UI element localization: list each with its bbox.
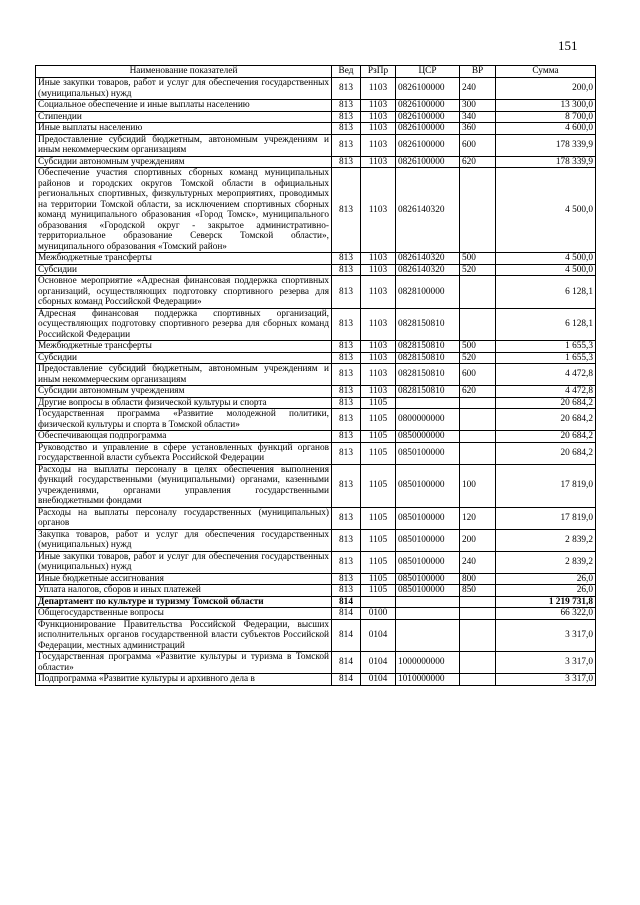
cell-name: Государственная программа «Развитие молодежной политики, физической культуры и спорта в Томской области»	[36, 409, 332, 431]
cell-rzpr: 1105	[361, 464, 396, 507]
table-row	[36, 619, 596, 652]
cell-ved: 813	[332, 276, 361, 309]
cell-csr: 0826100000	[396, 134, 460, 156]
cell-ved: 813	[332, 397, 361, 409]
cell-csr	[396, 397, 460, 409]
table-row	[36, 100, 596, 112]
cell-rzpr: 1103	[361, 78, 396, 100]
cell-name: Обеспечивающая подпрограмма	[36, 431, 332, 443]
cell-ved: 813	[332, 529, 361, 551]
cell-ved: 814	[332, 619, 361, 652]
cell-vr: 520	[460, 352, 496, 364]
cell-ved: 813	[332, 573, 361, 585]
cell-sum: 3 317,0	[496, 652, 596, 674]
cell-rzpr: 1103	[361, 352, 396, 364]
cell-sum: 200,0	[496, 78, 596, 100]
table-row	[36, 507, 596, 529]
table-row	[36, 134, 596, 156]
cell-rzpr: 1103	[361, 168, 396, 253]
header-rzpr: РзПр	[361, 66, 396, 78]
cell-ved: 813	[332, 134, 361, 156]
cell-csr: 0828100000	[396, 276, 460, 309]
cell-ved: 813	[332, 352, 361, 364]
cell-sum: 4 472,8	[496, 364, 596, 386]
cell-ved: 814	[332, 652, 361, 674]
cell-ved: 813	[332, 442, 361, 464]
cell-sum: 20 684,2	[496, 431, 596, 443]
cell-name: Адресная финансовая поддержка спортивных организаций, осуществляющих подготовку спортивного резерва для сборных команд Российской Федерации	[36, 308, 332, 341]
table-row	[36, 529, 596, 551]
cell-ved: 813	[332, 464, 361, 507]
cell-csr: 0828150810	[396, 341, 460, 353]
cell-sum: 13 300,0	[496, 100, 596, 112]
cell-rzpr: 1105	[361, 397, 396, 409]
table-row	[36, 397, 596, 409]
cell-name: Руководство и управление в сфере установленных функций органов государственной власти субъекта Российской Федерации	[36, 442, 332, 464]
cell-ved: 813	[332, 253, 361, 265]
cell-csr: 1010000000	[396, 674, 460, 686]
table-row	[36, 276, 596, 309]
cell-sum: 178 339,9	[496, 156, 596, 168]
cell-sum: 6 128,1	[496, 276, 596, 309]
cell-name: Стипендии	[36, 111, 332, 123]
cell-name: Государственная программа «Развитие культуры и туризма в Томской области»	[36, 652, 332, 674]
cell-vr: 600	[460, 364, 496, 386]
table-row	[36, 409, 596, 431]
cell-name: Межбюджетные трансферты	[36, 341, 332, 353]
cell-sum: 8 700,0	[496, 111, 596, 123]
cell-sum: 26,0	[496, 585, 596, 597]
cell-rzpr: 1103	[361, 134, 396, 156]
cell-vr: 300	[460, 100, 496, 112]
cell-name: Социальное обеспечение и иные выплаты населению	[36, 100, 332, 112]
header-sum: Сумма	[496, 66, 596, 78]
table-row	[36, 573, 596, 585]
cell-sum: 178 339,9	[496, 134, 596, 156]
table-row	[36, 364, 596, 386]
table-row	[36, 264, 596, 276]
cell-vr	[460, 409, 496, 431]
cell-rzpr: 1105	[361, 573, 396, 585]
cell-rzpr: 1105	[361, 529, 396, 551]
cell-csr	[396, 619, 460, 652]
cell-vr: 850	[460, 585, 496, 597]
cell-vr: 340	[460, 111, 496, 123]
cell-ved: 813	[332, 156, 361, 168]
cell-rzpr: 1103	[361, 253, 396, 265]
cell-name: Субсидии автономным учреждениям	[36, 386, 332, 398]
cell-csr: 0850100000	[396, 529, 460, 551]
cell-vr: 120	[460, 507, 496, 529]
header-vr: ВР	[460, 66, 496, 78]
cell-name: Функционирование Правительства Российской Федерации, высших исполнительных органов государственной власти субъектов Российской Федерации, местных администраций	[36, 619, 332, 652]
cell-ved: 813	[332, 123, 361, 135]
header-ved: Вед	[332, 66, 361, 78]
table-row	[36, 111, 596, 123]
cell-vr: 360	[460, 123, 496, 135]
cell-vr: 500	[460, 253, 496, 265]
cell-csr: 0826140320	[396, 168, 460, 253]
cell-ved: 813	[332, 168, 361, 253]
cell-rzpr: 0100	[361, 608, 396, 620]
cell-rzpr	[361, 596, 396, 608]
cell-csr: 0850000000	[396, 431, 460, 443]
cell-rzpr: 1103	[361, 364, 396, 386]
table-row	[36, 442, 596, 464]
cell-sum: 66 322,0	[496, 608, 596, 620]
cell-csr	[396, 596, 460, 608]
table-row	[36, 123, 596, 135]
cell-sum: 4 472,8	[496, 386, 596, 398]
cell-name: Иные закупки товаров, работ и услуг для обеспечения государственных (муниципальных) нужд	[36, 551, 332, 573]
cell-rzpr: 1103	[361, 276, 396, 309]
cell-vr: 520	[460, 264, 496, 276]
cell-sum: 26,0	[496, 573, 596, 585]
table-row	[36, 674, 596, 686]
cell-sum: 4 500,0	[496, 168, 596, 253]
table-row	[36, 308, 596, 341]
cell-csr: 0800000000	[396, 409, 460, 431]
cell-sum: 1 219 731,8	[496, 596, 596, 608]
cell-rzpr: 1105	[361, 585, 396, 597]
cell-rzpr: 1103	[361, 111, 396, 123]
cell-name: Расходы на выплаты персоналу государственных (муниципальных) органов	[36, 507, 332, 529]
cell-name: Иные бюджетные ассигнования	[36, 573, 332, 585]
cell-sum: 17 819,0	[496, 507, 596, 529]
cell-name: Общегосударственные вопросы	[36, 608, 332, 620]
cell-csr: 0850100000	[396, 573, 460, 585]
cell-rzpr: 1105	[361, 551, 396, 573]
cell-ved: 813	[332, 431, 361, 443]
cell-rzpr: 1105	[361, 442, 396, 464]
cell-ved: 813	[332, 78, 361, 100]
table-row	[36, 585, 596, 597]
cell-csr: 0850100000	[396, 585, 460, 597]
cell-rzpr: 1103	[361, 100, 396, 112]
cell-vr: 200	[460, 529, 496, 551]
cell-vr: 100	[460, 464, 496, 507]
cell-vr	[460, 674, 496, 686]
cell-ved: 813	[332, 551, 361, 573]
cell-name: Расходы на выплаты персоналу в целях обеспечения выполнения функций государственными (муниципальными) органами, казенными учреждениями, органами управления государственными внебюджетными фондами	[36, 464, 332, 507]
cell-name: Предоставление субсидий бюджетным, автономным учреждениям и иным некоммерческим организациям	[36, 364, 332, 386]
header-name: Наименование показателей	[36, 66, 332, 78]
cell-ved: 813	[332, 264, 361, 276]
cell-name: Основное мероприятие «Адресная финансовая поддержка спортивных организаций, осуществляющих подготовку спортивного резерва для сборных команд Российской Федерации»	[36, 276, 332, 309]
table-row	[36, 608, 596, 620]
table-row	[36, 596, 596, 608]
cell-vr	[460, 431, 496, 443]
cell-csr: 0826100000	[396, 78, 460, 100]
cell-vr: 620	[460, 386, 496, 398]
cell-ved: 814	[332, 608, 361, 620]
cell-vr	[460, 168, 496, 253]
table-row	[36, 551, 596, 573]
cell-sum: 4 500,0	[496, 264, 596, 276]
cell-ved: 813	[332, 111, 361, 123]
cell-vr	[460, 596, 496, 608]
cell-csr: 0826100000	[396, 156, 460, 168]
cell-sum: 20 684,2	[496, 409, 596, 431]
cell-csr	[396, 608, 460, 620]
cell-rzpr: 0104	[361, 674, 396, 686]
cell-vr	[460, 608, 496, 620]
cell-csr: 0828150810	[396, 352, 460, 364]
cell-rzpr: 1105	[361, 507, 396, 529]
table-row	[36, 341, 596, 353]
cell-name: Подпрограмма «Развитие культуры и архивного дела в	[36, 674, 332, 686]
table-row	[36, 168, 596, 253]
cell-csr: 1000000000	[396, 652, 460, 674]
cell-sum: 3 317,0	[496, 674, 596, 686]
table-row	[36, 464, 596, 507]
table-header-row	[36, 66, 596, 78]
cell-ved: 813	[332, 507, 361, 529]
cell-name: Уплата налогов, сборов и иных платежей	[36, 585, 332, 597]
cell-sum: 2 839,2	[496, 529, 596, 551]
cell-vr: 240	[460, 78, 496, 100]
cell-csr: 0850100000	[396, 507, 460, 529]
cell-rzpr: 1103	[361, 386, 396, 398]
cell-name: Межбюджетные трансферты	[36, 253, 332, 265]
cell-name: Иные выплаты населению	[36, 123, 332, 135]
cell-name: Субсидии автономным учреждениям	[36, 156, 332, 168]
table-row	[36, 156, 596, 168]
cell-csr: 0850100000	[396, 551, 460, 573]
cell-csr: 0850100000	[396, 442, 460, 464]
cell-csr: 0828150810	[396, 308, 460, 341]
cell-sum: 20 684,2	[496, 442, 596, 464]
cell-name: Иные закупки товаров, работ и услуг для обеспечения государственных (муниципальных) нужд	[36, 78, 332, 100]
cell-name: Субсидии	[36, 264, 332, 276]
table-row	[36, 253, 596, 265]
cell-csr: 0826100000	[396, 123, 460, 135]
cell-ved: 814	[332, 596, 361, 608]
cell-csr: 0828150810	[396, 386, 460, 398]
cell-rzpr: 1105	[361, 431, 396, 443]
cell-vr	[460, 652, 496, 674]
cell-rzpr: 1103	[361, 308, 396, 341]
cell-rzpr: 1103	[361, 156, 396, 168]
cell-ved: 813	[332, 100, 361, 112]
cell-sum: 20 684,2	[496, 397, 596, 409]
cell-csr: 0826100000	[396, 100, 460, 112]
cell-csr: 0826140320	[396, 253, 460, 265]
cell-sum: 6 128,1	[496, 308, 596, 341]
cell-ved: 813	[332, 585, 361, 597]
cell-vr: 600	[460, 134, 496, 156]
cell-name: Предоставление субсидий бюджетным, автономным учреждениям и иным некоммерческим организациям	[36, 134, 332, 156]
cell-name: Закупка товаров, работ и услуг для обеспечения государственных (муниципальных) нужд	[36, 529, 332, 551]
cell-sum: 4 600,0	[496, 123, 596, 135]
cell-csr: 0826100000	[396, 111, 460, 123]
cell-vr	[460, 308, 496, 341]
cell-vr: 800	[460, 573, 496, 585]
cell-name: Обеспечение участия спортивных сборных команд муниципальных районов и городских округов Томской области в официальных региональных спортивных, физкультурных мероприятиях, проводимых на территории Томской области, за исключением спортивных сборных команд муниципального образования «Город Томск», муниципального образования «Городской округ - закрытое административно-территориальное образование Северск Томской области», муниципального образования «Томский район»	[36, 168, 332, 253]
cell-rzpr: 1103	[361, 264, 396, 276]
cell-ved: 813	[332, 364, 361, 386]
cell-rzpr: 0104	[361, 652, 396, 674]
table-row	[36, 352, 596, 364]
page-number: 151	[558, 38, 578, 53]
cell-name: Другие вопросы в области физической культуры и спорта	[36, 397, 332, 409]
cell-vr	[460, 619, 496, 652]
cell-name: Субсидии	[36, 352, 332, 364]
cell-vr	[460, 442, 496, 464]
cell-ved: 813	[332, 341, 361, 353]
cell-ved: 813	[332, 409, 361, 431]
table-row	[36, 652, 596, 674]
cell-rzpr: 0104	[361, 619, 396, 652]
cell-sum: 1 655,3	[496, 341, 596, 353]
cell-vr: 500	[460, 341, 496, 353]
cell-rzpr: 1103	[361, 123, 396, 135]
table-row	[36, 78, 596, 100]
cell-sum: 2 839,2	[496, 551, 596, 573]
table-row	[36, 431, 596, 443]
budget-table	[35, 65, 596, 686]
cell-ved: 814	[332, 674, 361, 686]
header-csr: ЦСР	[396, 66, 460, 78]
cell-csr: 0826140320	[396, 264, 460, 276]
cell-vr	[460, 276, 496, 309]
table-row	[36, 386, 596, 398]
cell-sum: 1 655,3	[496, 352, 596, 364]
cell-csr: 0828150810	[396, 364, 460, 386]
cell-name: Департамент по культуре и туризму Томской области	[36, 596, 332, 608]
cell-vr: 620	[460, 156, 496, 168]
cell-rzpr: 1105	[361, 409, 396, 431]
cell-ved: 813	[332, 386, 361, 398]
table-body	[36, 78, 596, 686]
cell-csr: 0850100000	[396, 464, 460, 507]
cell-vr	[460, 397, 496, 409]
cell-sum: 3 317,0	[496, 619, 596, 652]
cell-vr: 240	[460, 551, 496, 573]
cell-sum: 4 500,0	[496, 253, 596, 265]
cell-rzpr: 1103	[361, 341, 396, 353]
cell-ved: 813	[332, 308, 361, 341]
cell-sum: 17 819,0	[496, 464, 596, 507]
